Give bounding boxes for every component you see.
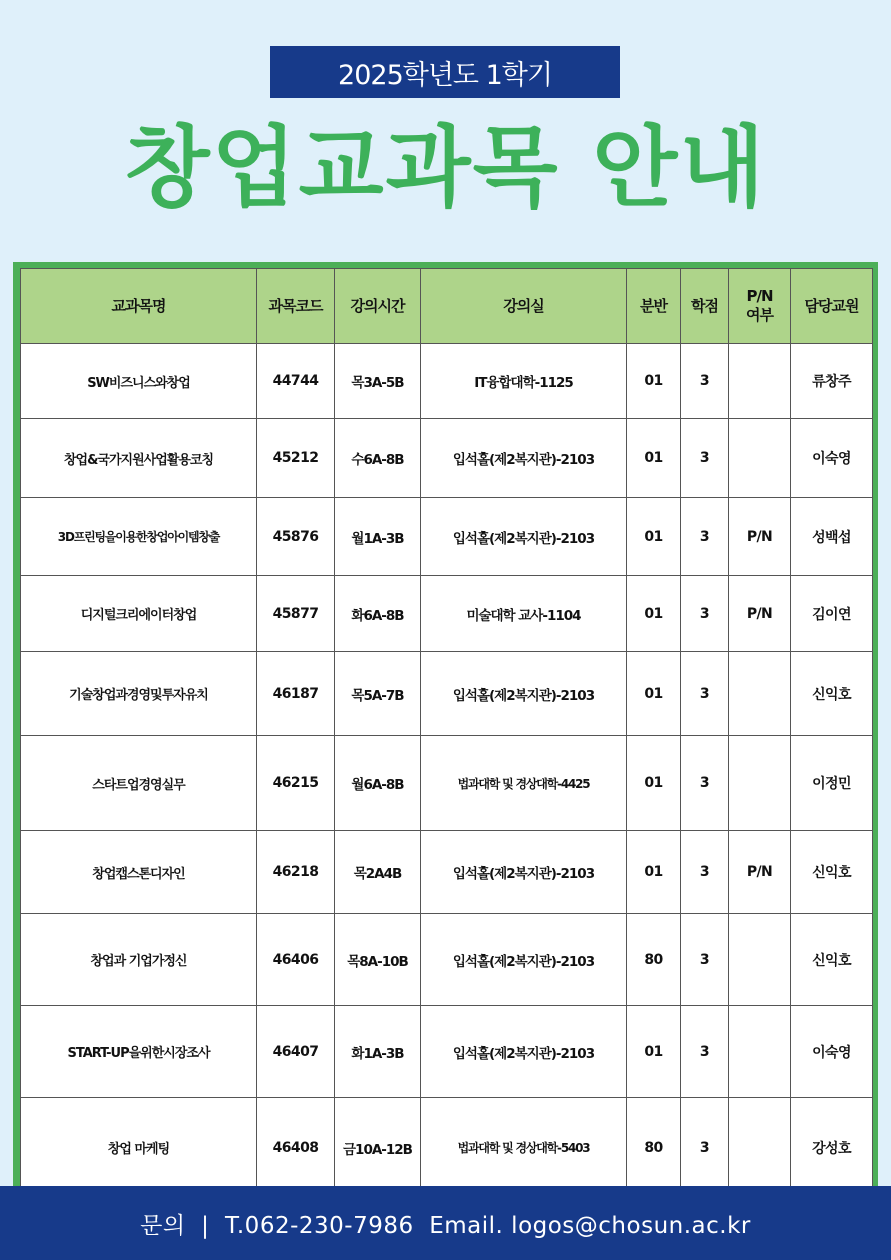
cell-course-name: 창업 마케팅 [21,1098,257,1198]
contact-footer [0,1186,891,1260]
table-row [21,914,873,1006]
cell-course-name: START-UP을위한시장조사 [21,1006,257,1098]
cell-credit: 3 [681,1006,729,1098]
cell-pass-fail [729,652,791,736]
cell-lecture-time: 목3A-5B [335,344,421,419]
cell-credit: 3 [681,419,729,498]
cell-pass-fail: P/N [729,498,791,576]
cell-classroom: 입석홀(제2복지관)-2103 [421,914,627,1006]
cell-course-code: 46187 [257,652,335,736]
table-row [21,419,873,498]
cell-pass-fail [729,736,791,831]
cell-course-name: 창업&국가지원사업활용코칭 [21,419,257,498]
cell-section: 01 [627,576,681,652]
cell-course-code: 46407 [257,1006,335,1098]
table-row [21,344,873,419]
cell-course-name: 기술창업과경영및투자유치 [21,652,257,736]
col-header-instructor: 담당교원 [791,269,873,344]
cell-instructor: 강성호 [791,1098,873,1198]
cell-pass-fail [729,344,791,419]
cell-instructor: 신익호 [791,652,873,736]
col-header-course-name: 교과목명 [21,269,257,344]
cell-pass-fail: P/N [729,831,791,914]
cell-course-code: 46215 [257,736,335,831]
cell-lecture-time: 목2A4B [335,831,421,914]
cell-section: 01 [627,419,681,498]
cell-course-name: 창업과 기업가정신 [21,914,257,1006]
cell-section: 01 [627,498,681,576]
cell-course-code: 46406 [257,914,335,1006]
table-row [21,1098,873,1198]
cell-course-name: 스타트업경영실무 [21,736,257,831]
semester-badge: 2025학년도 1학기 [270,46,620,98]
cell-lecture-time: 금10A-12B [335,1098,421,1198]
cell-classroom: 미술대학 교사-1104 [421,576,627,652]
cell-credit: 3 [681,736,729,831]
cell-course-code: 46408 [257,1098,335,1198]
table-row [21,1006,873,1098]
cell-instructor: 신익호 [791,831,873,914]
table-row [21,652,873,736]
table-header-row [21,269,873,344]
col-header-classroom: 강의실 [421,269,627,344]
cell-pass-fail [729,1098,791,1198]
cell-credit: 3 [681,498,729,576]
cell-classroom: IT융합대학-1125 [421,344,627,419]
col-header-section: 분반 [627,269,681,344]
cell-instructor: 이정민 [791,736,873,831]
cell-instructor: 김이연 [791,576,873,652]
cell-classroom: 입석홀(제2복지관)-2103 [421,831,627,914]
cell-course-name: 3D프린팅을이용한창업아이템창출 [21,498,257,576]
cell-credit: 3 [681,652,729,736]
cell-lecture-time: 수6A-8B [335,419,421,498]
cell-classroom: 입석홀(제2복지관)-2103 [421,498,627,576]
col-header-credit: 학점 [681,269,729,344]
cell-course-code: 45876 [257,498,335,576]
cell-pass-fail [729,419,791,498]
col-header-lecture-time: 강의시간 [335,269,421,344]
cell-classroom: 입석홀(제2복지관)-2103 [421,419,627,498]
cell-credit: 3 [681,914,729,1006]
cell-classroom: 법과대학 및 경상대학-4425 [421,736,627,831]
cell-course-name: 창업캡스톤디자인 [21,831,257,914]
table-row [21,498,873,576]
cell-course-code: 46218 [257,831,335,914]
table-row [21,576,873,652]
cell-instructor: 이숙영 [791,419,873,498]
cell-credit: 3 [681,831,729,914]
cell-section: 01 [627,652,681,736]
cell-pass-fail [729,914,791,1006]
cell-classroom: 입석홀(제2복지관)-2103 [421,652,627,736]
table-row [21,736,873,831]
col-header-course-code: 과목코드 [257,269,335,344]
cell-course-name: SW비즈니스와창업 [21,344,257,419]
cell-pass-fail: P/N [729,576,791,652]
cell-instructor: 이숙영 [791,1006,873,1098]
cell-lecture-time: 화1A-3B [335,1006,421,1098]
course-table [20,268,873,1198]
cell-course-code: 45877 [257,576,335,652]
cell-section: 01 [627,736,681,831]
cell-lecture-time: 월1A-3B [335,498,421,576]
cell-credit: 3 [681,576,729,652]
cell-instructor: 신익호 [791,914,873,1006]
cell-section: 80 [627,1098,681,1198]
cell-lecture-time: 월6A-8B [335,736,421,831]
cell-section: 80 [627,914,681,1006]
cell-section: 01 [627,831,681,914]
cell-credit: 3 [681,1098,729,1198]
contact-info: 문의 | T.062-230-7986 Email. logos@chosun.ac.kr [140,1212,751,1239]
table-row [21,831,873,914]
cell-pass-fail [729,1006,791,1098]
cell-classroom: 입석홀(제2복지관)-2103 [421,1006,627,1098]
cell-course-name: 디지털크리에이터창업 [21,576,257,652]
cell-credit: 3 [681,344,729,419]
cell-course-code: 44744 [257,344,335,419]
cell-lecture-time: 목5A-7B [335,652,421,736]
cell-lecture-time: 화6A-8B [335,576,421,652]
cell-lecture-time: 목8A-10B [335,914,421,1006]
cell-section: 01 [627,1006,681,1098]
cell-instructor: 성백섭 [791,498,873,576]
cell-classroom: 법과대학 및 경상대학-5403 [421,1098,627,1198]
cell-instructor: 류창주 [791,344,873,419]
cell-course-code: 45212 [257,419,335,498]
cell-section: 01 [627,344,681,419]
col-header-pass-fail: P/N 여부 [729,269,791,344]
page-title: 창업교과목 안내 [124,116,767,219]
